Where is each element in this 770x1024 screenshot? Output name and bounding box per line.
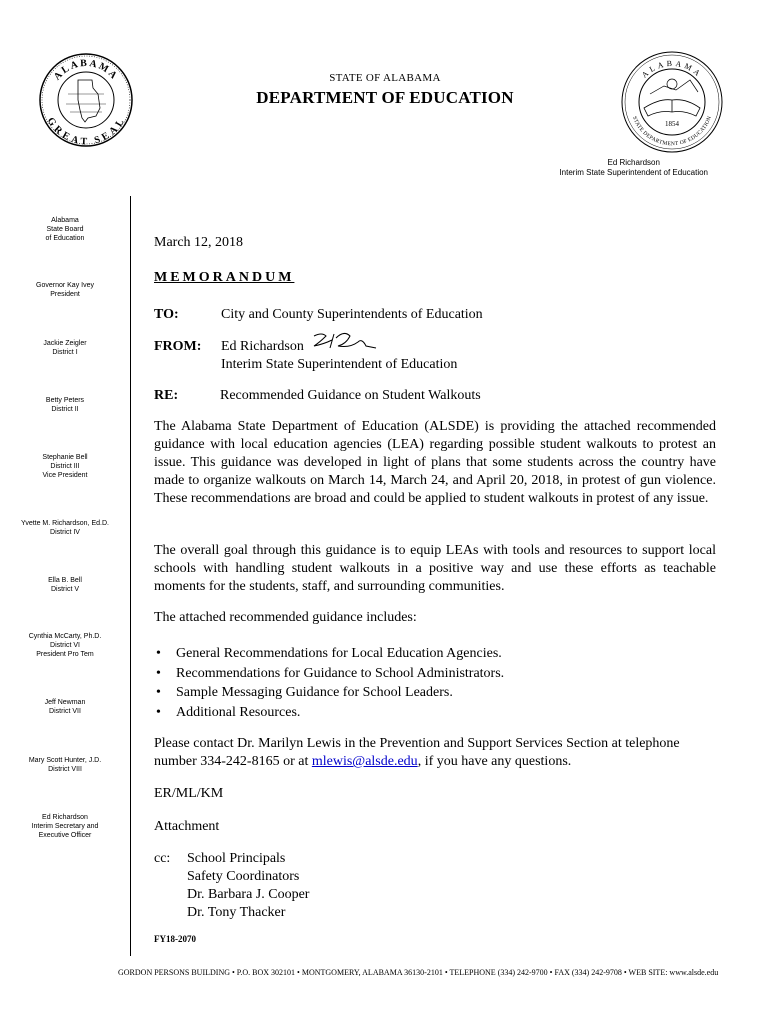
- board-member-name: Ed Richardson: [42, 814, 88, 821]
- board-member-role: District VI: [50, 642, 80, 649]
- board-member: [0, 632, 130, 659]
- from-label: FROM:: [154, 339, 202, 354]
- superintendent-block: [559, 158, 708, 178]
- board-member-role: District VIII: [48, 766, 82, 773]
- state-title: STATE OF ALABAMA: [329, 72, 441, 84]
- board-heading: [0, 216, 130, 243]
- board-member-role: District V: [51, 586, 79, 593]
- footer-address: GORDON PERSONS BUILDING • P.O. BOX 302101 • MONTGOMERY, ALABAMA 36130-2101 • TELEPHONE (334) 242-9700 • FAX (334) 242-9708 • WEB SITE: www.alsde.edu: [118, 968, 719, 977]
- list-item: • Additional Resources.: [154, 704, 716, 724]
- cc-item: School Principals: [187, 851, 286, 866]
- cc-label: cc:: [154, 851, 171, 866]
- contact-paragraph: [154, 735, 716, 771]
- board-member-name: Yvette M. Richardson, Ed.D.: [21, 520, 109, 527]
- paragraph-goal: The overall goal through this guidance is to equip LEAs with tools and resources to support local schools with handling student walkouts in a positive way and use these efforts as teachable moments for the students, staff, and surrounding communities.: [154, 543, 716, 594]
- cc-list: [187, 850, 309, 922]
- svg-text:STATE DEPARTMENT OF EDUCATION: STATE DEPARTMENT OF EDUCATION: [631, 115, 713, 148]
- board-member-name: Jackie Zeigler: [43, 340, 87, 347]
- board-member-role: District I: [52, 349, 78, 356]
- board-member: [0, 756, 130, 774]
- list-item: • Recommendations for Guidance to School Administrators.: [154, 665, 716, 685]
- board-heading-line: Alabama: [51, 217, 79, 224]
- superintendent-name: Ed Richardson: [607, 158, 660, 167]
- guidance-list: [154, 645, 716, 723]
- svg-text:GREAT SEAL: GREAT SEAL: [44, 115, 128, 148]
- memo-date: March 12, 2018: [154, 235, 244, 250]
- board-member: [0, 396, 130, 414]
- board-member-name: Jeff Newman: [44, 699, 86, 706]
- initials: ER/ML/KM: [154, 786, 224, 801]
- board-member: [0, 698, 130, 716]
- board-member-role: Executive Officer: [38, 832, 92, 839]
- svg-text:ALABAMA: ALABAMA: [51, 57, 121, 83]
- department-title: DEPARTMENT OF EDUCATION: [256, 88, 514, 107]
- re-label: RE:: [154, 388, 179, 403]
- paragraph-includes: The attached recommended guidance includes:: [154, 610, 417, 625]
- from-title: Interim State Superintendent of Education: [221, 357, 458, 372]
- memo-heading: MEMORANDUM: [154, 270, 295, 285]
- reference-number: FY18-2070: [154, 934, 196, 944]
- contact-text-end: , if you have any questions.: [417, 754, 572, 769]
- sidebar-divider: [130, 196, 131, 956]
- board-member-name: Ella B. Bell: [48, 577, 82, 584]
- cc-item: Safety Coordinators: [187, 869, 300, 884]
- paragraph-intro: The Alabama State Department of Education (ALSDE) is providing the attached recommended guidance with local education agencies (LEA) regarding possible student walkouts to protest an issue. This guidance was developed in light of plans that some students across the country have made to organize walkouts on March 14, March 24, and April 20, 2018, in protest of gun violence. These recommendations are broad and could be applied to student walkouts in protest of any issue.: [154, 419, 716, 506]
- signature: [310, 328, 380, 354]
- attachment-label: Attachment: [154, 819, 220, 834]
- board-member-name: Cynthia McCarty, Ph.D.: [28, 633, 102, 640]
- email-link[interactable]: mlewis@alsde.edu: [311, 754, 418, 769]
- from-name: Ed Richardson: [221, 339, 304, 354]
- board-heading-line: of Education: [45, 235, 85, 242]
- board-member-role: Vice President: [42, 472, 88, 479]
- superintendent-title: Interim State Superintendent of Education: [559, 168, 708, 177]
- svg-text:1854: 1854: [665, 120, 679, 128]
- re-value: Recommended Guidance on Student Walkouts: [220, 388, 481, 403]
- list-item: • General Recommendations for Local Education Agencies.: [154, 645, 716, 665]
- board-member-name: Governor Kay Ivey: [36, 282, 94, 289]
- board-member-role: District VII: [49, 708, 81, 715]
- board-member: [0, 576, 130, 594]
- board-member-role: President: [50, 291, 80, 298]
- to-label: TO:: [154, 307, 179, 322]
- board-member-role: District III: [50, 463, 80, 470]
- board-member-role: District IV: [50, 529, 80, 536]
- board-member: [0, 339, 130, 357]
- board-member-role: Interim Secretary and: [31, 823, 99, 830]
- to-value: City and County Superintendents of Education: [221, 307, 483, 322]
- board-member: [0, 519, 130, 537]
- cc-item: Dr. Tony Thacker: [187, 905, 286, 920]
- board-member-role: President Pro Tem: [36, 651, 94, 658]
- list-item: • Sample Messaging Guidance for School Leaders.: [154, 684, 716, 704]
- board-member: [0, 813, 130, 840]
- board-member-name: Mary Scott Hunter, J.D.: [28, 757, 102, 764]
- cc-item: Dr. Barbara J. Cooper: [187, 887, 310, 902]
- board-member: [0, 453, 130, 480]
- board-member-role: District II: [51, 406, 79, 413]
- contact-text: Please contact Dr. Marilyn Lewis in the Prevention and Support Services Section at telephone number 334-242-8165 or at: [154, 736, 680, 769]
- board-member: [0, 281, 130, 299]
- svg-text:ALABAMA: ALABAMA: [639, 58, 705, 80]
- board-member-name: Betty Peters: [45, 397, 85, 404]
- board-member-name: Stephanie Bell: [42, 454, 88, 461]
- board-heading-line: State Board: [46, 226, 84, 233]
